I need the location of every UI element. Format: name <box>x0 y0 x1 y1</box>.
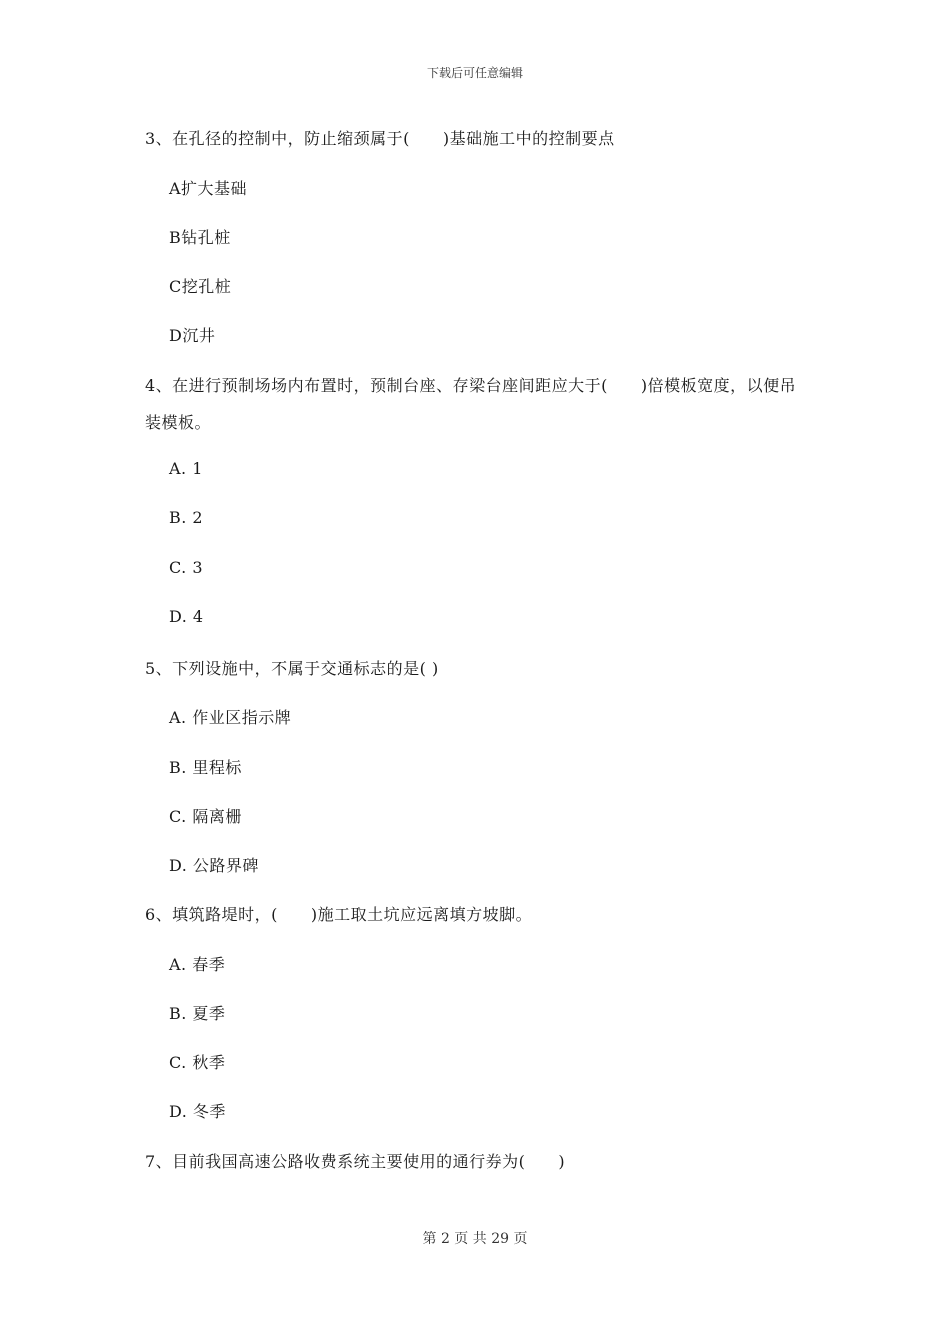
question-6-option-a: A. 春季 <box>169 955 226 974</box>
question-4-text-line-1: 4、在进行预制场场内布置时，预制台座、存梁台座间距应大于( )倍模板宽度，以便吊 <box>145 376 797 395</box>
question-3-option-c: C挖孔桩 <box>169 277 232 296</box>
page-footer: 第 2 页 共 29 页 <box>422 1231 528 1247</box>
question-4-option-d: D. 4 <box>169 607 204 626</box>
question-3-text: 3、在孔径的控制中，防止缩颈属于( )基础施工中的控制要点 <box>145 129 615 148</box>
page-header: 下载后可任意编辑 <box>426 66 523 80</box>
question-4-text-line-2: 装模板。 <box>145 413 212 432</box>
question-4-option-a: A. 1 <box>169 459 203 478</box>
question-7-text: 7、目前我国高速公路收费系统主要使用的通行券为( ) <box>145 1152 566 1171</box>
question-3-option-b: B钻孔桩 <box>169 228 231 247</box>
question-5-option-d: D. 公路界碑 <box>169 856 259 875</box>
question-6-option-b: B. 夏季 <box>169 1004 226 1023</box>
question-6-option-d: D. 冬季 <box>169 1102 226 1121</box>
question-5-text: 5、下列设施中，不属于交通标志的是( ) <box>145 659 439 678</box>
question-5-option-b: B. 里程标 <box>169 758 242 777</box>
question-3-option-d: D沉井 <box>169 326 216 345</box>
question-3-option-a: A扩大基础 <box>169 179 248 198</box>
question-4-option-c: C. 3 <box>169 558 204 577</box>
question-5-option-a: A. 作业区指示牌 <box>169 708 292 727</box>
question-6-option-c: C. 秋季 <box>169 1053 226 1072</box>
question-5-option-c: C. 隔离栅 <box>169 807 242 826</box>
question-6-text: 6、填筑路堤时，( )施工取土坑应远离填方坡脚。 <box>145 905 533 924</box>
question-4-option-b: B. 2 <box>169 508 204 527</box>
